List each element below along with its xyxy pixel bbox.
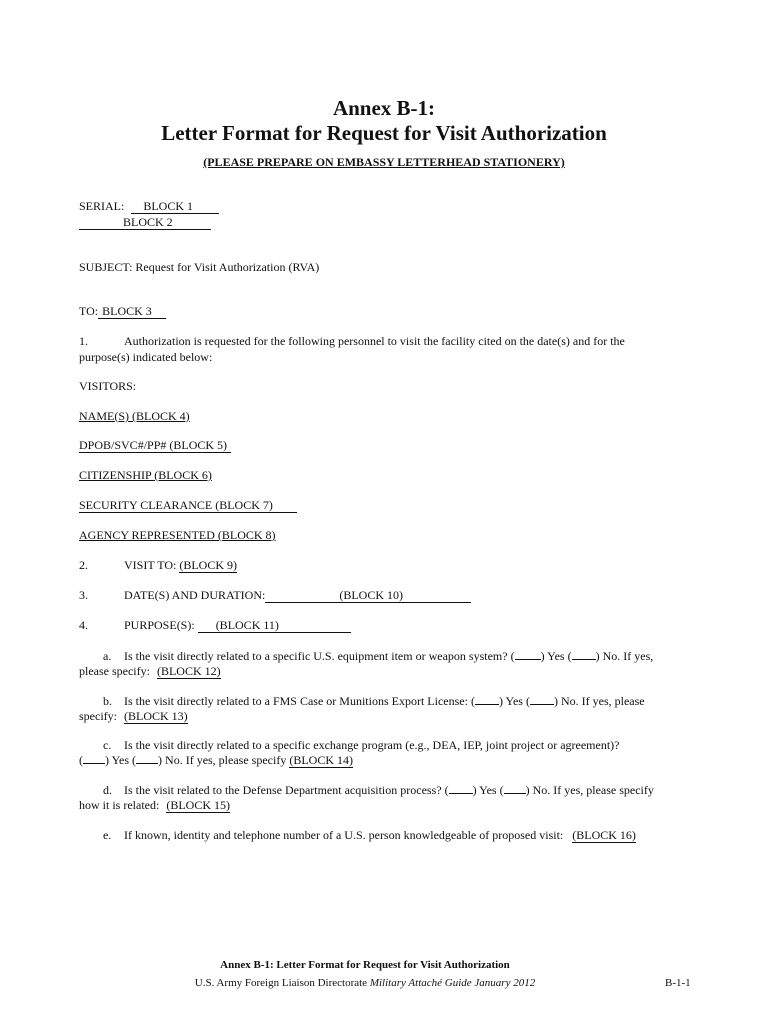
para1-line1: Authorization is requested for the following personnel to visit the facility cited on the date(s) and for the bbox=[124, 334, 625, 348]
subject-line: SUBJECT: Request for Visit Authorization (RVA) bbox=[79, 260, 320, 274]
item2-label: VISIT TO: bbox=[124, 558, 177, 572]
letter-title: Letter Format for Request for Visit Authorization bbox=[161, 121, 607, 145]
qa-no-label: No. If yes, bbox=[602, 649, 654, 663]
qb-no-label: No. If yes, please bbox=[560, 694, 645, 708]
qc-no-label: No. If yes, please specify bbox=[165, 753, 287, 767]
qe-block: (BLOCK 16) bbox=[572, 828, 636, 842]
qa-line1: Is the visit directly related to a specific U.S. equipment item or weapon system? ( ) Yes ( ) No. If yes, bbox=[124, 649, 654, 663]
qb-specify: specify: bbox=[79, 709, 117, 723]
item2-block: (BLOCK 9) bbox=[179, 558, 238, 572]
visitors-label: VISITORS: bbox=[79, 379, 137, 393]
visitor-names: NAME(S) (BLOCK 4) bbox=[79, 409, 190, 423]
item2 bbox=[124, 558, 237, 573]
qd-no-blank[interactable] bbox=[504, 793, 526, 794]
serial-block2: BLOCK 2 bbox=[79, 216, 211, 230]
para1-num: 1. bbox=[79, 334, 88, 348]
qe-line1 bbox=[124, 828, 636, 843]
qc-yes-label: Yes bbox=[111, 753, 130, 767]
item3-num: 3. bbox=[79, 588, 88, 602]
qa-block: (BLOCK 12) bbox=[156, 664, 221, 678]
visitor-clearance-line bbox=[79, 498, 297, 513]
serial-label: SERIAL: bbox=[79, 199, 125, 213]
qe-letter: e. bbox=[103, 828, 112, 842]
qd-line2 bbox=[79, 798, 230, 813]
qa-specify: please specify: bbox=[79, 664, 150, 678]
to-line bbox=[79, 304, 166, 319]
qd-line1: Is the visit related to the Defense Department acquisition process? ( ) Yes ( ) No. If yes, please specify bbox=[124, 783, 654, 797]
qd-text: Is the visit related to the Defense Department acquisition process? bbox=[124, 783, 442, 797]
serial-line-2 bbox=[79, 215, 211, 230]
instruction-note: (PLEASE PREPARE ON EMBASSY LETTERHEAD STATIONERY) bbox=[203, 155, 565, 169]
page-number: B-1-1 bbox=[665, 977, 691, 989]
qc-line2: ( ) Yes ( ) No. If yes, please specify (BLOCK 14) bbox=[79, 753, 353, 767]
qb-block: (BLOCK 13) bbox=[124, 709, 188, 723]
item2-num: 2. bbox=[79, 558, 88, 572]
to-block: BLOCK 3 bbox=[98, 305, 166, 319]
qc-no-blank[interactable] bbox=[136, 763, 158, 764]
annex-title: Annex B-1: bbox=[332, 96, 436, 120]
visitor-clearance: SECURITY CLEARANCE (BLOCK 7) bbox=[79, 499, 297, 513]
footer-title: Annex B-1: Letter Format for Request for Visit Authorization bbox=[220, 959, 510, 971]
serial-block1: BLOCK 1 bbox=[131, 200, 219, 214]
qb-line2 bbox=[79, 709, 188, 724]
qd-no-label: No. If yes, please specify bbox=[532, 783, 654, 797]
qa-yes-blank[interactable] bbox=[515, 659, 541, 660]
qd-specify: how it is related: bbox=[79, 798, 160, 812]
footer-source bbox=[0, 977, 730, 989]
para1-line2: purpose(s) indicated below: bbox=[79, 350, 213, 364]
qa-text: Is the visit directly related to a specific U.S. equipment item or weapon system? bbox=[124, 649, 508, 663]
item4 bbox=[124, 618, 351, 633]
qd-letter: d. bbox=[103, 783, 112, 797]
qc-letter: c. bbox=[103, 738, 112, 752]
footer-guide: Military Attaché Guide January 2012 bbox=[369, 977, 536, 989]
to-label: TO: bbox=[79, 304, 99, 318]
qa-letter: a. bbox=[103, 649, 112, 663]
qa-line2 bbox=[79, 664, 221, 679]
item3 bbox=[124, 588, 471, 603]
qb-yes-blank[interactable] bbox=[475, 704, 499, 705]
visitor-dpob: DPOB/SVC#/PP# (BLOCK 5) bbox=[79, 439, 231, 453]
qb-yes-label: Yes bbox=[505, 694, 523, 708]
qb-line1: Is the visit directly related to a FMS Case or Munitions Export License: ( ) Yes ( ) No. If yes, please bbox=[124, 694, 645, 708]
visitor-dpob-line bbox=[79, 438, 231, 453]
qc-line1: Is the visit directly related to a specific exchange program (e.g., DEA, IEP, joint project or agreement)? bbox=[124, 738, 620, 752]
qc-yes-blank[interactable] bbox=[83, 763, 105, 764]
item4-label: PURPOSE(S): bbox=[124, 618, 195, 632]
qa-yes-label: Yes bbox=[547, 649, 565, 663]
footer-org: U.S. Army Foreign Liaison Directorate bbox=[194, 977, 368, 989]
item3-label: DATE(S) AND DURATION: bbox=[124, 588, 266, 602]
qb-letter: b. bbox=[103, 694, 112, 708]
qd-block: (BLOCK 15) bbox=[166, 798, 230, 812]
qe-text: If known, identity and telephone number of a U.S. person knowledgeable of proposed visit: bbox=[124, 828, 564, 842]
qa-no-blank[interactable] bbox=[572, 659, 596, 660]
qc-block: (BLOCK 14) bbox=[289, 753, 353, 767]
item3-block: (BLOCK 10) bbox=[265, 589, 471, 603]
item4-num: 4. bbox=[79, 618, 88, 632]
qd-yes-label: Yes bbox=[479, 783, 497, 797]
qb-text: Is the visit directly related to a FMS Case or Munitions Export License: bbox=[124, 694, 468, 708]
visitor-citizenship: CITIZENSHIP (BLOCK 6) bbox=[79, 468, 212, 482]
item4-block: (BLOCK 11) bbox=[198, 619, 351, 633]
visitor-agency: AGENCY REPRESENTED (BLOCK 8) bbox=[79, 528, 276, 542]
qd-yes-blank[interactable] bbox=[449, 793, 473, 794]
serial-line bbox=[79, 199, 219, 214]
qb-no-blank[interactable] bbox=[530, 704, 554, 705]
